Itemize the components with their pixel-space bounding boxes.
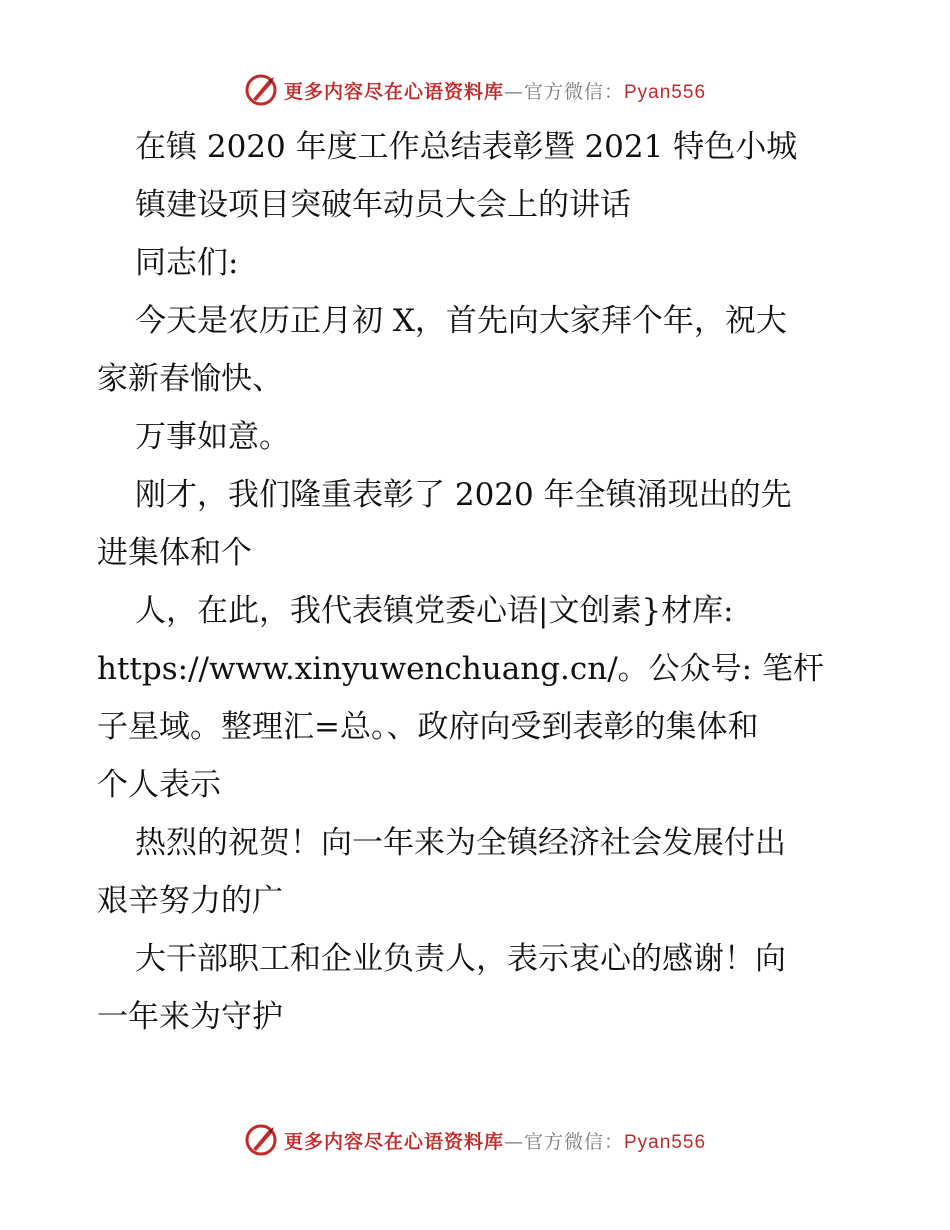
header-watermark-banner [0, 70, 950, 110]
paragraph-line: 艰辛努力的广 [97, 883, 283, 919]
paragraph-line: 大干部职工和企业负责人，表示衷心的感谢！向 [135, 941, 786, 977]
paragraph-line: 家新春愉快、 [97, 361, 283, 397]
banner-wechat-label: —官方微信： [503, 1130, 624, 1153]
salutation: 同志们: [135, 245, 239, 281]
paragraph-line: 热烈的祝贺！向一年来为全镇经济社会发展付出 [135, 825, 786, 861]
document-body [97, 118, 851, 1046]
quill-circle-icon [244, 1123, 278, 1157]
banner-library-name: 更多内容尽在心语资料库 [283, 80, 504, 103]
paragraph-line: 人，在此，我代表镇党委心语|文创素}材库: [135, 593, 734, 629]
paragraph-line: 刚才，我们隆重表彰了 2020 年全镇涌现出的先 [135, 477, 792, 513]
paragraph-line: 今天是农历正月初 X，首先向大家拜个年，祝大 [135, 303, 787, 339]
banner-wechat-label: —官方微信： [503, 80, 624, 103]
banner-text [284, 1127, 706, 1154]
banner-text [284, 77, 706, 104]
paragraph-line: 个人表示 [97, 767, 221, 803]
paragraph-line-url: https://www.xinyuwenchuang.cn/。公众号: 笔杆 [97, 651, 824, 687]
quill-circle-icon [244, 73, 278, 107]
paragraph-line: 子星域。整理汇=总。、政府向受到表彰的集体和 [97, 709, 759, 745]
footer-watermark-banner [0, 1120, 950, 1160]
paragraph-line: 一年来为守护 [97, 999, 283, 1035]
banner-wechat-id: Pyan556 [624, 81, 707, 103]
title-line-1: 在镇 2020 年度工作总结表彰暨 2021 特色小城 [135, 129, 798, 165]
banner-wechat-id: Pyan556 [624, 1131, 707, 1153]
banner-library-name: 更多内容尽在心语资料库 [283, 1130, 504, 1153]
paragraph-line: 进集体和个 [97, 535, 252, 571]
title-line-2: 镇建设项目突破年动员大会上的讲话 [135, 187, 631, 223]
paragraph-line: 万事如意。 [135, 419, 290, 455]
